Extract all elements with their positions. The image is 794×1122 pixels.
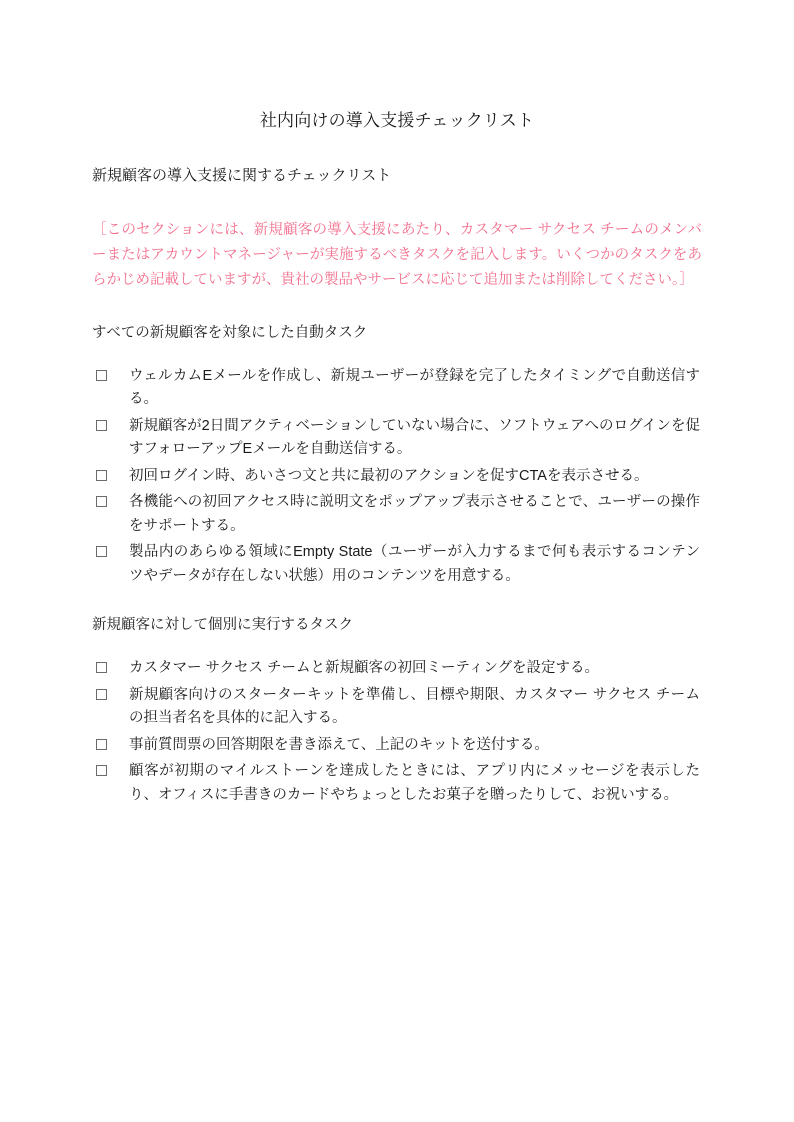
- list-item-label: 新規顧客向けのスターターキットを準備し、目標や期限、カスタマー サクセス チームの担当者名を具体的に記入する。: [129, 686, 700, 727]
- section-automated-tasks: [92, 322, 702, 589]
- list-item-label: ウェルカムEメールを作成し、新規ユーザーが登録を完了したタイミングで自動送信する。: [129, 367, 700, 408]
- list-item[interactable]: [92, 541, 702, 588]
- list-item[interactable]: [92, 365, 702, 412]
- page-title: 社内向けの導入支援チェックリスト: [259, 111, 535, 130]
- list-item-label: 初回ログイン時、あいさつ文と共に最初のアクションを促すCTAを表示させる。: [129, 467, 649, 484]
- list-item-label: 事前質問票の回答期限を書き添えて、上記のキットを送付する。: [129, 736, 549, 753]
- document-heading: 新規顧客の導入支援に関するチェックリスト: [92, 166, 392, 184]
- list-item[interactable]: [92, 465, 702, 488]
- checkbox-icon[interactable]: [96, 546, 107, 557]
- section-label: すべての新規顧客を対象にした自動タスク: [92, 324, 368, 341]
- list-item-label: 製品内のあらゆる領域にEmpty State（ユーザーが入力するまで何も表示するコンテンツやデータが存在しない状態）用のコンテンツを用意する。: [129, 544, 700, 584]
- checkbox-icon[interactable]: [96, 765, 107, 776]
- instruction-note: ［このセクションには、新規顧客の導入支援にあたり、カスタマー サクセス チームのメンバーまたはアカウントマネージャーが実施するべきタスクを記入します。いくつかのタスクをあらかじめ記載していますが、貴社の製品やサービスに応じて追加または削除してください。］: [92, 221, 702, 289]
- list-item-label: 新規顧客が2日間アクティベーションしていない場合に、ソフトウェアへのログインを促すフォローアップEメールを自動送信する。: [129, 417, 700, 458]
- list-item[interactable]: [92, 491, 702, 538]
- list-item-label: 各機能への初回アクセス時に説明文をポップアップ表示させることで、ユーザーの操作をサポートする。: [129, 494, 700, 534]
- section-individual-tasks: [92, 614, 702, 807]
- checklist-individual: [92, 657, 702, 807]
- list-item-label: カスタマー サクセス チームと新規顧客の初回ミーティングを設定する。: [129, 660, 600, 677]
- checkbox-icon[interactable]: [96, 420, 107, 431]
- section-label: 新規顧客に対して個別に実行するタスク: [92, 617, 353, 634]
- checkbox-icon[interactable]: [96, 496, 107, 507]
- checkbox-icon[interactable]: [96, 470, 107, 481]
- list-item[interactable]: [92, 734, 702, 757]
- list-item[interactable]: [92, 760, 702, 807]
- list-item[interactable]: [92, 684, 702, 731]
- checklist-automated: [92, 365, 702, 588]
- checkbox-icon[interactable]: [96, 370, 107, 381]
- checkbox-icon[interactable]: [96, 662, 107, 673]
- list-item[interactable]: [92, 415, 702, 462]
- checkbox-icon[interactable]: [96, 739, 107, 750]
- list-item-label: 顧客が初期のマイルストーンを達成したときには、アプリ内にメッセージを表示したり、オフィスに手書きのカードやちょっとしたお菓子を贈ったりして、お祝いする。: [129, 763, 700, 803]
- list-item[interactable]: [92, 657, 702, 680]
- checkbox-icon[interactable]: [96, 689, 107, 700]
